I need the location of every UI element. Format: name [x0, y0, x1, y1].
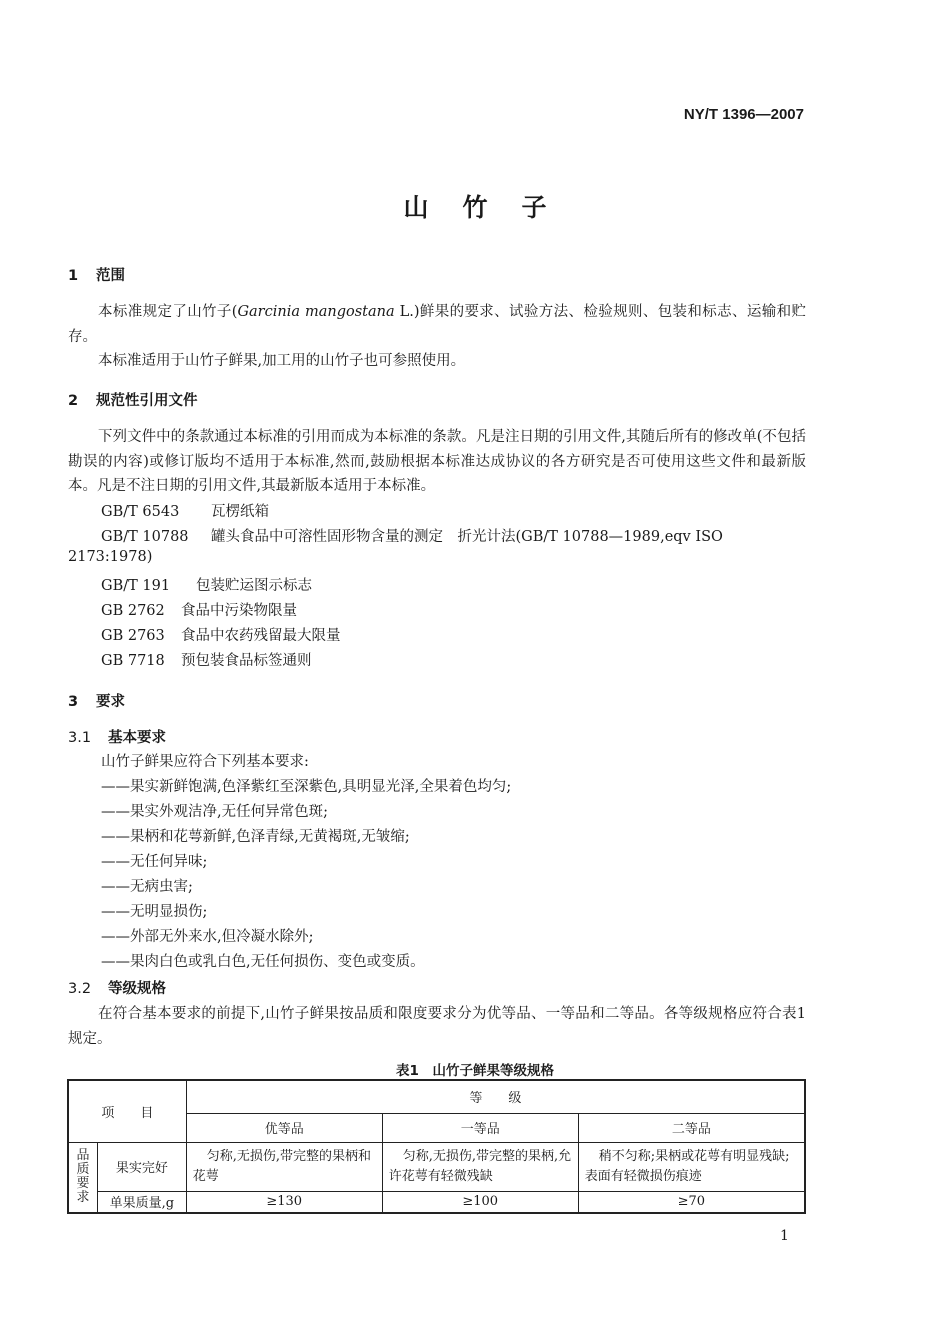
grade-header-second: 二等品 [578, 1113, 805, 1142]
reference-title: 食品中污染物限量 [181, 603, 297, 619]
reference-title: 瓦楞纸箱 [211, 504, 269, 520]
section-1-paragraph-2: 本标准适用于山竹子鲜果,加工用的山竹子也可参照使用。 [98, 353, 466, 369]
table-cell: ≥70 [578, 1191, 805, 1213]
grade-table [67, 1079, 806, 1214]
requirement-item: ——果柄和花萼新鲜,色泽青绿,无黄褐斑,无皱缩; [101, 829, 410, 845]
reference-item [101, 500, 269, 521]
reference-title: 包装贮运图示标志 [196, 578, 312, 594]
reference-code: GB 2763 [101, 628, 165, 644]
section-3-1-heading [68, 726, 166, 747]
section-3-2-title: 等级规格 [108, 981, 166, 997]
reference-item [101, 574, 312, 595]
section-1-title: 范围 [96, 268, 125, 284]
requirement-item: ——无明显损伤; [101, 904, 208, 920]
section-3-2-text: 在符合基本要求的前提下,山竹子鲜果按品质和限度要求分为优等品、一等品和二等品。各等级规格应符合表1规定。 [68, 1006, 806, 1047]
section-1-heading [68, 264, 125, 285]
requirement-item: ——果实新鲜饱满,色泽紫红至深紫色,具明显光泽,全果着色均匀; [101, 779, 512, 795]
section-3-heading [68, 690, 125, 711]
reference-code: GB/T 10788 [101, 529, 189, 545]
reference-code: GB/T 6543 [101, 504, 180, 520]
table-cell: ≥100 [382, 1191, 578, 1213]
scope-latin-name: Garcinia mangostana [237, 304, 395, 320]
reference-item-continuation [68, 549, 152, 565]
section-1-number: 1 [68, 268, 79, 284]
requirement-item: ——果肉白色或乳白色,无任何损伤、变色或变质。 [101, 954, 425, 970]
table-item-header: 项 目 [68, 1080, 186, 1142]
section-3-1-title: 基本要求 [108, 730, 166, 746]
section-2-heading [68, 389, 198, 410]
row-label-fruit-integrity: 果实完好 [98, 1142, 187, 1191]
row-label-fruit-weight: 单果质量,g [98, 1191, 187, 1213]
requirement-item: ——无病虫害; [101, 879, 193, 895]
table-cell: 匀称,无损伤,带完整的果柄和花萼 [186, 1142, 382, 1191]
section-2-title: 规范性引用文件 [96, 393, 198, 409]
reference-code: 2173:1978) [68, 549, 153, 565]
basic-requirements-intro: 山竹子鲜果应符合下列基本要求: [101, 754, 309, 770]
section-3-title: 要求 [96, 694, 125, 710]
section-2-intro: 下列文件中的条款通过本标准的引用而成为本标准的条款。凡是注日期的引用文件,其随后所有的修改单(不包括勘误的内容)或修订版均不适用于本标准,然而,鼓励根据本标准达成协议的各方研究是否可使用这些文件和最新版本。凡是不注日期的引用文件,其最新版本适用于本标准。 [68, 429, 806, 494]
grade-header-premium: 优等品 [186, 1113, 382, 1142]
section-3-number: 3 [68, 694, 79, 710]
reference-code: GB/T 191 [101, 578, 171, 594]
section-1-paragraph-1 [68, 300, 806, 349]
quality-group-label: 品质要求 [68, 1142, 98, 1213]
grade-header-first: 一等品 [382, 1113, 578, 1142]
table-cell: 稍不匀称;果柄或花萼有明显残缺;表面有轻微损伤痕迹 [578, 1142, 805, 1191]
section-2-number: 2 [68, 393, 79, 409]
reference-code: GB 7718 [101, 653, 165, 669]
reference-code: GB 2762 [101, 603, 165, 619]
standard-number: NY/T 1396—2007 [683, 106, 804, 123]
requirement-item: ——无任何异味; [101, 854, 208, 870]
reference-item [101, 624, 341, 645]
reference-title: 食品中农药残留最大限量 [181, 628, 341, 644]
reference-title: 罐头食品中可溶性固形物含量的测定 折光计法(GB/T 10788—1989,eqv ISO [211, 529, 723, 545]
reference-item [101, 525, 723, 546]
scope-text-b: L.)鲜果的要求、试验方法、检验规则、包装和标志、运输和贮存。 [68, 304, 806, 345]
reference-item [101, 649, 312, 670]
section-3-1-number: 3.1 [68, 730, 92, 746]
table-grade-header: 等 级 [186, 1080, 805, 1113]
page-title: 山竹子 [403, 193, 581, 222]
reference-item [101, 599, 297, 620]
page-number: 1 [780, 1228, 789, 1244]
scope-text-a: 本标准规定了山竹子( [98, 304, 238, 320]
requirement-item: ——外部无外来水,但冷凝水除外; [101, 929, 314, 945]
requirement-item: ——果实外观洁净,无任何异常色斑; [101, 804, 328, 820]
section-3-2-heading [68, 977, 166, 998]
section-3-2-number: 3.2 [68, 981, 92, 997]
reference-title: 预包装食品标签通则 [181, 653, 312, 669]
table-cell: 匀称,无损伤,带完整的果柄,允许花萼有轻微残缺 [382, 1142, 578, 1191]
table-cell: ≥130 [186, 1191, 382, 1213]
table-caption: 表1 山竹子鲜果等级规格 [396, 1063, 554, 1079]
